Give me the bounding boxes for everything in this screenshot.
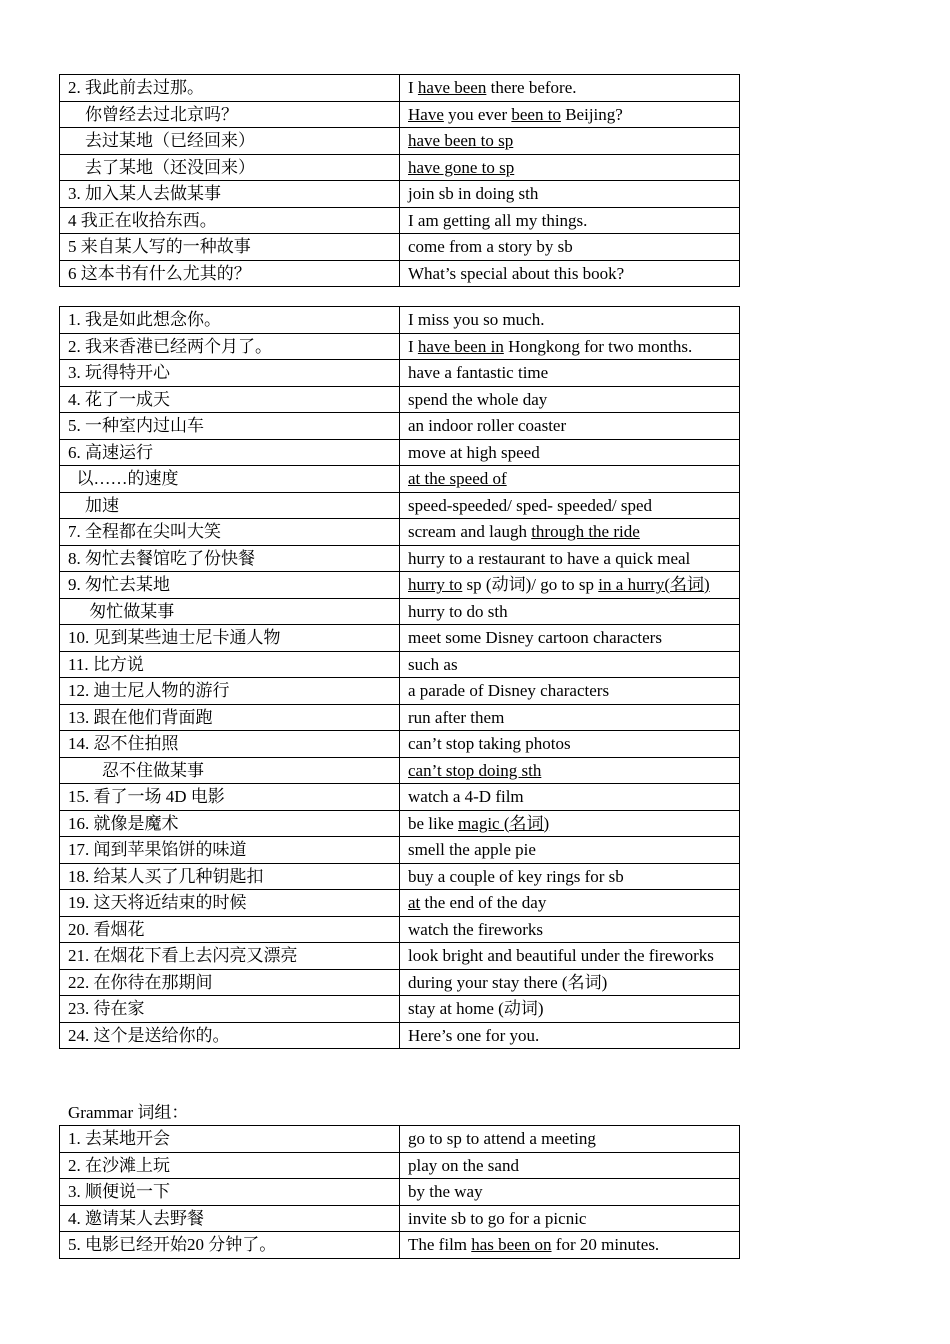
english-phrase-cell (400, 810, 740, 837)
phrase-text: join sb in doing sth (408, 184, 539, 203)
phrase-text: smell the apple pie (408, 840, 536, 859)
english-phrase-cell (400, 234, 740, 261)
chinese-phrase-cell: 23. 待在家 (60, 996, 400, 1023)
table-row (60, 413, 740, 440)
table-row (60, 651, 740, 678)
english-phrase-cell (400, 307, 740, 334)
chinese-phrase-cell: 忍不住做某事 (60, 757, 400, 784)
phrase-text: can’t stop taking photos (408, 734, 571, 753)
phrase-text: the end of the day (420, 893, 547, 912)
table-row (60, 704, 740, 731)
phrase-table-1 (59, 74, 740, 287)
underlined-phrase: has been on (471, 1235, 552, 1254)
table-row (60, 101, 740, 128)
english-phrase-cell (400, 890, 740, 917)
phrase-text: you ever (443, 104, 512, 124)
table-row (60, 1022, 740, 1049)
phrase-text: I miss you so much. (408, 310, 545, 329)
english-phrase-cell (400, 101, 740, 128)
phrase-text: speed-speeded/ sped- speeded/ sped (408, 495, 653, 515)
english-phrase-cell (400, 260, 740, 287)
chinese-phrase-cell: 4 我正在收拾东西。 (60, 207, 400, 234)
phrase-text: play on the sand (408, 1155, 519, 1175)
chinese-phrase-cell: 17. 闻到苹果馅饼的味道 (60, 837, 400, 864)
english-phrase-cell (400, 492, 740, 519)
table-row (60, 75, 740, 102)
english-phrase-cell (400, 572, 740, 599)
english-phrase-cell (400, 757, 740, 784)
table-row (60, 1152, 740, 1179)
underlined-phrase: in a hurry(名词) (598, 575, 710, 594)
phrase-text: stay at home (动词) (408, 999, 544, 1018)
english-phrase-cell (400, 943, 740, 970)
underlined-phrase: have been to sp (408, 131, 514, 150)
phrase-text: watch the fireworks (408, 919, 544, 939)
chinese-phrase-cell: 5. 电影已经开始20 分钟了。 (60, 1232, 400, 1259)
english-phrase-cell (400, 1126, 740, 1153)
underlined-phrase: through the ride (531, 522, 640, 541)
table-row (60, 969, 740, 996)
english-phrase-cell (400, 651, 740, 678)
english-phrase-cell (400, 598, 740, 625)
table-row (60, 154, 740, 181)
phrase-text: there before. (486, 78, 577, 97)
table-row (60, 466, 740, 493)
phrase-text: hurry to a restaurant to have a quick meal (408, 548, 691, 568)
phrase-text: Beijing? (560, 104, 623, 124)
chinese-phrase-cell: 21. 在烟花下看上去闪亮又漂亮 (60, 943, 400, 970)
underlined-phrase: at (408, 893, 421, 912)
table-row (60, 863, 740, 890)
table-row (60, 996, 740, 1023)
chinese-phrase-cell: 1. 我是如此想念你。 (60, 307, 400, 334)
chinese-phrase-cell: 5 来自某人写的一种故事 (60, 234, 400, 261)
chinese-phrase-cell: 13. 跟在他们背面跑 (60, 704, 400, 731)
table-row (60, 128, 740, 155)
chinese-phrase-cell: 3. 顺便说一下 (60, 1179, 400, 1206)
chinese-phrase-cell: 2. 我来香港已经两个月了。 (60, 333, 400, 360)
english-phrase-cell (400, 1022, 740, 1049)
chinese-phrase-cell: 你曾经去过北京吗？ (60, 101, 400, 128)
table-row (60, 307, 740, 334)
table-row (60, 360, 740, 387)
chinese-phrase-cell: 5. 一种室内过山车 (60, 413, 400, 440)
phrase-text: spend the whole day (408, 389, 548, 409)
phrase-text: What’s special about this book? (408, 263, 625, 283)
table-row (60, 784, 740, 811)
chinese-phrase-cell: 4. 邀请某人去野餐 (60, 1205, 400, 1232)
chinese-phrase-cell: 以……的速度 (60, 466, 400, 493)
phrase-text: an indoor roller coaster (408, 416, 567, 435)
table-row (60, 837, 740, 864)
chinese-phrase-cell: 2. 在沙滩上玩 (60, 1152, 400, 1179)
underlined-phrase: been to (511, 104, 561, 124)
chinese-phrase-cell: 14. 忍不住拍照 (60, 731, 400, 758)
english-phrase-cell (400, 386, 740, 413)
underlined-phrase: have been in (417, 336, 504, 356)
english-phrase-cell (400, 1152, 740, 1179)
table-row (60, 260, 740, 287)
table-row (60, 943, 740, 970)
english-phrase-cell (400, 128, 740, 155)
table-row (60, 731, 740, 758)
english-phrase-cell (400, 545, 740, 572)
phrase-text: Here’s one for you. (408, 1025, 540, 1045)
phrase-text: watch a 4-D film (408, 787, 524, 806)
english-phrase-cell (400, 439, 740, 466)
table-row (60, 386, 740, 413)
table-row (60, 545, 740, 572)
phrase-text: Hongkong for two months. (503, 336, 693, 356)
phrase-text: I (408, 78, 418, 97)
table-row (60, 207, 740, 234)
chinese-phrase-cell: 匆忙做某事 (60, 598, 400, 625)
table-row (60, 1179, 740, 1206)
chinese-phrase-cell: 3. 加入某人去做某事 (60, 181, 400, 208)
english-phrase-cell (400, 1232, 740, 1259)
english-phrase-cell (400, 837, 740, 864)
english-phrase-cell (400, 704, 740, 731)
phrase-text: I (408, 336, 418, 356)
english-phrase-cell (400, 75, 740, 102)
chinese-phrase-cell: 6 这本书有什么尤其的？ (60, 260, 400, 287)
phrase-text: hurry to do sth (408, 601, 508, 621)
phrase-text: run after them (408, 707, 505, 727)
phrase-text: for 20 minutes. (551, 1235, 660, 1254)
table-row (60, 625, 740, 652)
table-row (60, 333, 740, 360)
chinese-phrase-cell: 12. 迪士尼人物的游行 (60, 678, 400, 705)
table-row (60, 916, 740, 943)
chinese-phrase-cell: 1. 去某地开会 (60, 1126, 400, 1153)
english-phrase-cell (400, 413, 740, 440)
table-row (60, 519, 740, 546)
chinese-phrase-cell: 10. 见到某些迪士尼卡通人物 (60, 625, 400, 652)
table-row (60, 1126, 740, 1153)
english-phrase-cell (400, 678, 740, 705)
table-row (60, 234, 740, 261)
chinese-phrase-cell: 2. 我此前去过那。 (60, 75, 400, 102)
chinese-phrase-cell: 16. 就像是魔术 (60, 810, 400, 837)
chinese-phrase-cell: 24. 这个是送给你的。 (60, 1022, 400, 1049)
underlined-phrase: hurry to (408, 575, 463, 594)
english-phrase-cell (400, 969, 740, 996)
table-row (60, 1232, 740, 1259)
phrase-text: have a fantastic time (408, 363, 549, 382)
phrase-text: look bright and beautiful under the fireworks (408, 946, 714, 965)
english-phrase-cell (400, 996, 740, 1023)
grammar-phrase-table (59, 1125, 740, 1259)
english-phrase-cell (400, 916, 740, 943)
english-phrase-cell (400, 360, 740, 387)
phrase-table-2 (59, 306, 740, 1049)
chinese-phrase-cell: 3. 玩得特开心 (60, 360, 400, 387)
phrase-text: be like (408, 813, 459, 833)
underlined-phrase: have gone to sp (408, 157, 515, 177)
phrase-text: come from a story by sb (408, 237, 573, 256)
table-row (60, 572, 740, 599)
english-phrase-cell (400, 784, 740, 811)
phrase-text: go to sp to attend a meeting (408, 1129, 596, 1148)
phrase-text: meet some Disney cartoon characters (408, 628, 662, 647)
chinese-phrase-cell: 15. 看了一场 4D 电影 (60, 784, 400, 811)
chinese-phrase-cell: 8. 匆忙去餐馆吃了份快餐 (60, 545, 400, 572)
underlined-phrase: can’t stop doing sth (408, 760, 542, 780)
chinese-phrase-cell: 11. 比方说 (60, 651, 400, 678)
phrase-text: sp (动词)/ go to sp (462, 575, 599, 594)
underlined-phrase: have been (417, 78, 487, 97)
underlined-phrase: magic (名词) (458, 813, 550, 833)
chinese-phrase-cell: 加速 (60, 492, 400, 519)
grammar-caption: Grammar 词组： (68, 1103, 189, 1122)
table-row (60, 492, 740, 519)
chinese-phrase-cell: 去过某地（已经回来） (60, 128, 400, 155)
chinese-phrase-cell: 去了某地（还没回来） (60, 154, 400, 181)
chinese-phrase-cell: 18. 给某人买了几种钥匙扣 (60, 863, 400, 890)
english-phrase-cell (400, 625, 740, 652)
underlined-phrase: at the speed of (408, 469, 507, 488)
english-phrase-cell (400, 731, 740, 758)
chinese-phrase-cell: 6. 高速运行 (60, 439, 400, 466)
underlined-phrase: Have (408, 104, 444, 124)
phrase-text: move at high speed (408, 442, 540, 462)
phrase-text: a parade of Disney characters (408, 681, 610, 700)
phrase-text: such as (408, 654, 458, 674)
chinese-phrase-cell: 9. 匆忙去某地 (60, 572, 400, 599)
phrase-text: buy a couple of key rings for sb (408, 866, 624, 886)
table-row (60, 181, 740, 208)
table-row (60, 598, 740, 625)
chinese-phrase-cell: 22. 在你待在那期间 (60, 969, 400, 996)
english-phrase-cell (400, 154, 740, 181)
chinese-phrase-cell: 19. 这天将近结束的时候 (60, 890, 400, 917)
phrase-text: The film (408, 1235, 472, 1254)
table-row (60, 810, 740, 837)
english-phrase-cell (400, 1205, 740, 1232)
table-row (60, 1205, 740, 1232)
table-row (60, 757, 740, 784)
chinese-phrase-cell: 20. 看烟花 (60, 916, 400, 943)
table-row (60, 439, 740, 466)
phrase-text: by the way (408, 1182, 483, 1201)
english-phrase-cell (400, 466, 740, 493)
english-phrase-cell (400, 863, 740, 890)
phrase-text: I am getting all my things. (408, 210, 588, 230)
english-phrase-cell (400, 1179, 740, 1206)
english-phrase-cell (400, 333, 740, 360)
english-phrase-cell (400, 207, 740, 234)
table-row (60, 890, 740, 917)
table-row (60, 678, 740, 705)
phrase-text: during your stay there (名词) (408, 972, 608, 992)
phrase-text: scream and laugh (408, 522, 532, 541)
chinese-phrase-cell: 7. 全程都在尖叫大笑 (60, 519, 400, 546)
english-phrase-cell (400, 181, 740, 208)
phrase-text: invite sb to go for a picnic (408, 1208, 587, 1228)
chinese-phrase-cell: 4. 花了一成天 (60, 386, 400, 413)
english-phrase-cell (400, 519, 740, 546)
